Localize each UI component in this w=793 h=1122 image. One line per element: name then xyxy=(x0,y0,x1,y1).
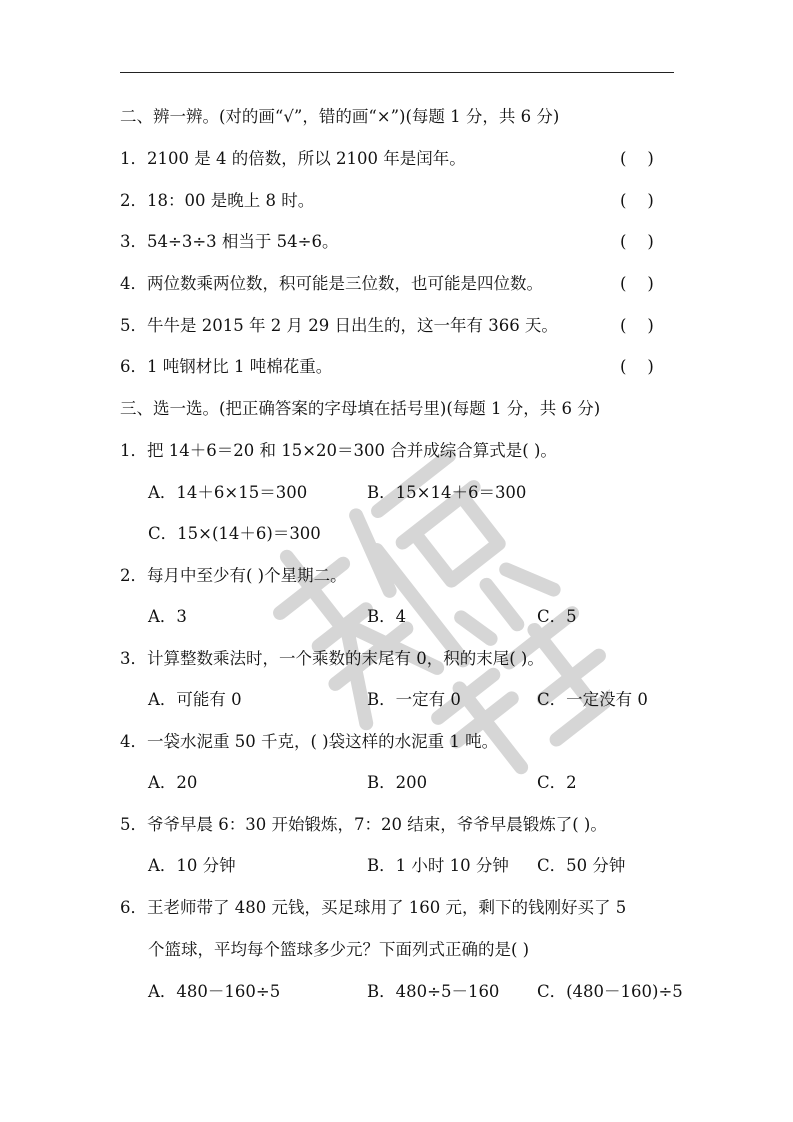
q4-option-c[interactable]: C．2 xyxy=(537,773,577,792)
answer-blank-3[interactable]: ( ) xyxy=(620,232,654,251)
q5-option-b[interactable]: B．1 小时 10 分钟 xyxy=(367,856,509,875)
judge-item-1: 1．2100 是 4 的倍数，所以 2100 年是闰年。 xyxy=(120,149,466,168)
q6-option-a[interactable]: A．480－160÷5 xyxy=(148,982,281,1001)
choice-question-6-cont: 个篮球，平均每个篮球多少元？下面列式正确的是( ) xyxy=(148,940,530,959)
choice-question-4: 4．一袋水泥重 50 千克，( )袋这样的水泥重 1 吨。 xyxy=(120,732,499,751)
q1-option-c[interactable]: C．15×(14＋6)＝300 xyxy=(148,524,321,543)
choice-question-6: 6．王老师带了 480 元钱，买足球用了 160 元，剩下的钱刚好买了 5 xyxy=(120,898,627,917)
judge-item-4: 4．两位数乘两位数，积可能是三位数，也可能是四位数。 xyxy=(120,274,543,293)
section3-title: 三、选一选。(把正确答案的字母填在括号里)(每题 1 分，共 6 分) xyxy=(120,399,601,418)
q3-option-a[interactable]: A．可能有 0 xyxy=(148,690,242,709)
judge-item-5: 5．牛牛是 2015 年 2 月 29 日出生的，这一年有 366 天。 xyxy=(120,316,558,335)
answer-blank-2[interactable]: ( ) xyxy=(620,191,654,210)
choice-question-1: 1．把 14＋6＝20 和 15×20＝300 合并成综合算式是( )。 xyxy=(120,441,557,460)
q2-option-b[interactable]: B．4 xyxy=(367,607,407,626)
q1-option-b[interactable]: B．15×14＋6＝300 xyxy=(367,483,527,502)
answer-blank-5[interactable]: ( ) xyxy=(620,316,654,335)
q5-option-c[interactable]: C．50 分钟 xyxy=(537,856,626,875)
q1-option-a[interactable]: A．14＋6×15＝300 xyxy=(148,483,308,502)
header-rule xyxy=(120,72,674,73)
q2-option-a[interactable]: A．3 xyxy=(148,607,187,626)
q5-option-a[interactable]: A．10 分钟 xyxy=(148,856,236,875)
q2-option-c[interactable]: C．5 xyxy=(537,607,577,626)
q3-option-c[interactable]: C．一定没有 0 xyxy=(537,690,648,709)
judge-item-6: 6．1 吨钢材比 1 吨棉花重。 xyxy=(120,357,333,376)
q6-option-b[interactable]: B．480÷5－160 xyxy=(367,982,500,1001)
q3-option-b[interactable]: B．一定有 0 xyxy=(367,690,461,709)
choice-question-2: 2．每月中至少有( )个星期二。 xyxy=(120,566,347,585)
judge-item-2: 2．18：00 是晚上 8 时。 xyxy=(120,191,315,210)
choice-question-5: 5．爷爷早晨 6：30 开始锻炼，7：20 结束，爷爷早晨锻炼了( )。 xyxy=(120,815,607,834)
q4-option-b[interactable]: B．200 xyxy=(367,773,428,792)
judge-item-3: 3．54÷3÷3 相当于 54÷6。 xyxy=(120,232,339,251)
q4-option-a[interactable]: A．20 xyxy=(148,773,198,792)
answer-blank-4[interactable]: ( ) xyxy=(620,274,654,293)
choice-question-3: 3．计算整数乘法时，一个乘数的末尾有 0，积的末尾( )。 xyxy=(120,649,544,668)
q6-option-c[interactable]: C．(480－160)÷5 xyxy=(537,982,683,1001)
answer-blank-1[interactable]: ( ) xyxy=(620,149,654,168)
section2-title: 二、辨一辨。(对的画“√”，错的画“×”)(每题 1 分，共 6 分) xyxy=(120,107,560,126)
answer-blank-6[interactable]: ( ) xyxy=(620,357,654,376)
